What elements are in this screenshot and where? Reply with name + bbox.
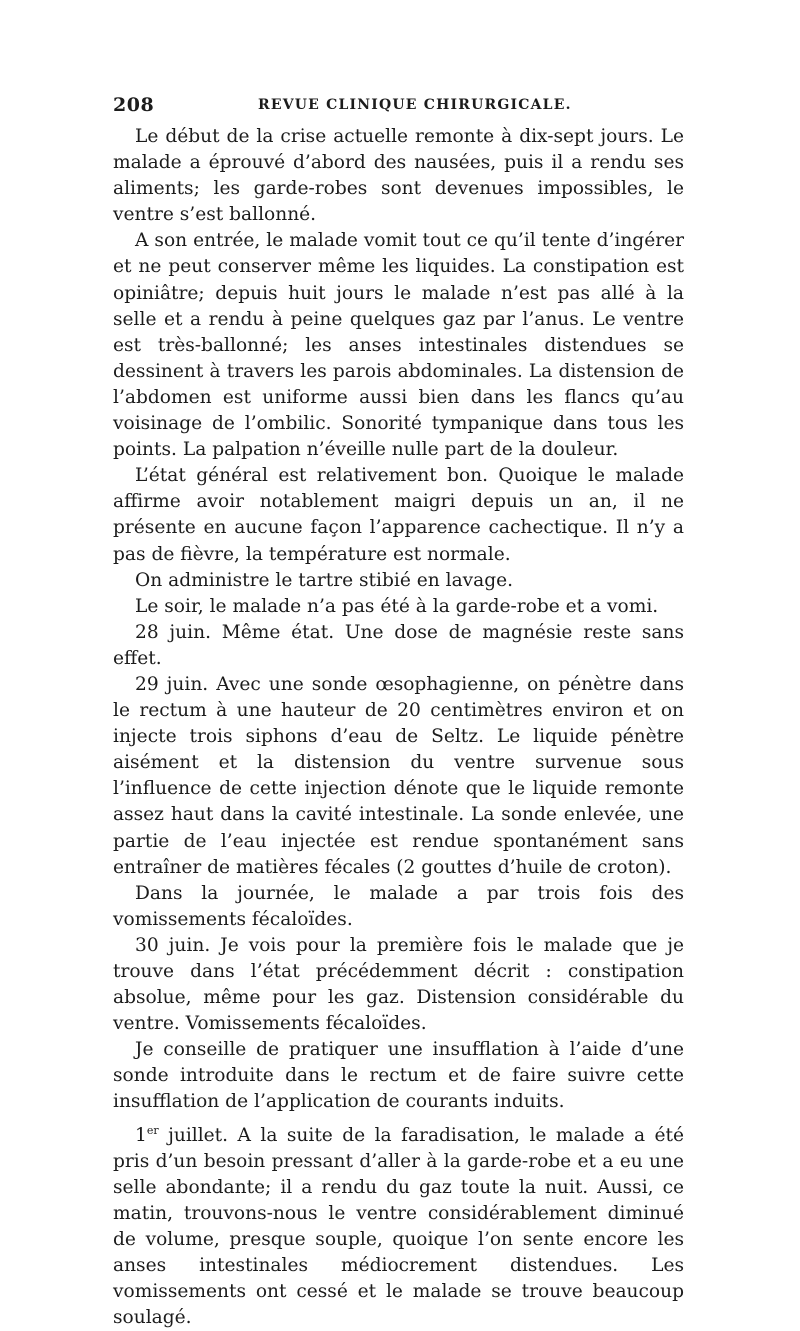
- page-number: 208: [113, 94, 155, 116]
- paragraph: 29 juin. Avec une sonde œsophagienne, on pénètre dans le rectum à une hauteur de 20 centimètres environ et on injecte trois siphons d’eau de Seltz. Le liquide pénètre aisément et la distension du ventre survenue sous l’influence de cette injection dénote que le liquide remonte assez haut dans la cavité intestinale. La sonde enlevée, une partie de l’eau injectée est rendue spontanément sans entraîner de matières fécales (2 gouttes d’huile de croton).: [113, 673, 684, 878]
- running-head: REVUE CLINIQUE CHIRURGICALE.: [258, 97, 572, 113]
- paragraph: Dans la journée, le malade a par trois fois des vomissements fécaloïdes.: [113, 882, 684, 930]
- paragraph: A son entrée, le malade vomit tout ce qu’il tente d’ingérer et ne peut conserver même les liquides. La constipation est opiniâtre; depuis huit jours le malade n’est pas allé à la selle et a rendu à peine quelques gaz par l’anus. Le ventre est très-ballonné; les anses intestinales distendues se dessinent à travers les parois abdominales. La distension de l’abdomen est uniforme aussi bien dans les flancs qu’au voisinage de l’ombilic. Sonorité tympanique dans tous les points. La palpation n’éveille nulle part de la douleur.: [113, 230, 684, 461]
- paragraph: L’état général est relativement bon. Quoique le malade affirme avoir notablement maigri depuis un an, il ne présente en aucune façon l’apparence cachectique. Il n’y a pas de fièvre, la température est normale.: [113, 465, 684, 565]
- paragraph: Je conseille de pratiquer une insufflation à l’aide d’une sonde introduite dans le rectum et de faire suivre cette insufflation de l’application de courants induits.: [113, 1039, 684, 1113]
- date-ordinal: er: [146, 1123, 159, 1137]
- page-header: [113, 94, 685, 120]
- paragraph-last: [113, 1123, 684, 1331]
- paragraph: On administre le tartre stibié en lavage.: [135, 569, 514, 591]
- paragraph: 28 juin. Même état. Une dose de magnésie reste sans effet.: [113, 621, 684, 669]
- body-text: [113, 124, 684, 1331]
- paragraph-text: juillet. A la suite de la faradisation, le malade a été pris d’un besoin pressant d’aller à la garde-robe et a eu une selle abondante; il a rendu du gaz toute la nuit. Aussi, ce matin, trouvons-nous le ventre considérablement diminué de volume, presque souple, quoique l’on sente encore les anses intestinales médiocrement distendues. Les vomissements ont cessé et le malade se trouve beaucoup soulagé.: [113, 1124, 684, 1329]
- paragraph: Le soir, le malade n’a pas été à la garde-robe et a vomi.: [135, 595, 659, 617]
- paragraph: Le début de la crise actuelle remonte à dix-sept jours. Le malade a éprouvé d’abord des nausées, puis il a rendu ses aliments; les garde-robes sont devenues impossibles, le ventre s’est ballonné.: [113, 126, 684, 226]
- date-day: 1: [135, 1124, 147, 1146]
- paragraph: 30 juin. Je vois pour la première fois le malade que je trouve dans l’état précédemment décrit : constipation absolue, même pour les gaz. Distension considérable du ventre. Vomissements fécaloïdes.: [113, 934, 684, 1035]
